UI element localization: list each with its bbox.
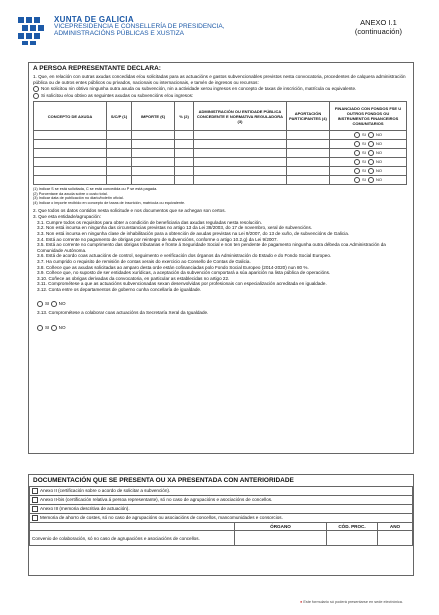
doc-checkbox[interactable]	[32, 497, 38, 503]
funds-yes-radio[interactable]	[354, 168, 360, 174]
subitem-no-label: NO	[58, 325, 66, 331]
subitem-yes-radio[interactable]	[37, 301, 43, 307]
aid-row[interactable]	[34, 167, 407, 176]
year-cell[interactable]	[378, 531, 413, 546]
funds-yes-radio[interactable]	[354, 177, 360, 183]
funds-cell	[330, 158, 407, 167]
aid-row[interactable]	[34, 149, 407, 158]
aid-table-body	[34, 131, 407, 185]
subitem-choice	[37, 301, 66, 306]
funds-yes-label: SI	[361, 177, 366, 183]
aid-cell[interactable]	[34, 131, 107, 140]
note-1: (1) Indicar S se está solicitada, C se está concedida ou P se está pagada.	[33, 187, 158, 192]
aid-cell[interactable]	[132, 149, 175, 158]
dept-line-2: ADMINISTRACIÓNS PÚBLICAS E XUSTIZA	[54, 30, 185, 37]
footer-mark-icon: ●	[300, 600, 303, 604]
doc-row[interactable]	[30, 496, 413, 505]
doc-checkbox[interactable]	[32, 488, 38, 494]
doc-label: Anexo II-bis (certificación relativa á persoa representante), só no caso de agrupacións e asociacións de concellos.	[40, 497, 273, 503]
col-amount: IMPORTE (€)	[132, 102, 175, 131]
funds-cell	[330, 149, 407, 158]
aid-cell[interactable]	[34, 176, 107, 185]
aid-cell[interactable]	[287, 149, 330, 158]
funds-yes-radio[interactable]	[354, 132, 360, 138]
annex-title: ANEXO I.1	[360, 18, 397, 27]
item-3: 3. Que esta entidade/agrupación:	[33, 214, 101, 220]
funds-no-label: NO	[376, 132, 382, 138]
org-block	[54, 16, 225, 37]
subitem: 3.12. Conta entre os departamentos de goberno cunha concellaría de igualdade.	[37, 286, 202, 292]
doc-row[interactable]	[30, 505, 413, 514]
subitem: 3.8. Coñece que as axudas solicitadas ao amparo desta orde están cofinanciadas polo Fondo Social Europeo (2014-2020) nun 80 %.	[37, 264, 309, 270]
doc-checkbox[interactable]	[32, 506, 38, 512]
annex-title-block	[355, 18, 402, 36]
subitem: 3.5. Está ao corrente no cumprimento das obrigas tributarias e fronte á Seguridade Social e non ten pendente de pagamento ningunha outra débeda coa Administración da Comunidade Autónoma.	[37, 242, 386, 253]
note-4: (4) Indicar o importe recibido en concepto de taxas de inscrición, matrícula ou equivalente.	[33, 200, 186, 205]
note-3: (3) Indicar data de publicación no diario/boletín oficial.	[33, 196, 124, 201]
aid-table	[33, 101, 407, 185]
aid-cell[interactable]	[175, 131, 194, 140]
subitem-yes-radio[interactable]	[37, 325, 43, 331]
doc-row[interactable]	[30, 514, 413, 523]
subitem: 3.10. Coñece as obrigas derivadas da convocatoria, en particular as establecidas no artigo 22.	[37, 275, 230, 281]
aid-cell[interactable]	[132, 131, 175, 140]
org-name: XUNTA DE GALICIA	[54, 15, 134, 24]
subitem: 3.3. Non está incursa en ningunha clase de inhabilitación para a obtención de axudas previstas na Lei 9/2007, do 13 de xuño, de subvencións de Galicia.	[37, 230, 350, 236]
col-organ: ÓRGANO	[235, 523, 327, 531]
doc-checkbox[interactable]	[32, 515, 38, 521]
organ-cell[interactable]	[235, 531, 327, 546]
aid-cell[interactable]	[34, 167, 107, 176]
aid-cell[interactable]	[194, 176, 287, 185]
col-pct: % (2)	[175, 102, 194, 131]
subitem-no-radio[interactable]	[51, 301, 57, 307]
xunta-logo-icon	[16, 15, 48, 47]
funds-no-radio[interactable]	[368, 168, 374, 174]
funds-yes-label: SI	[361, 150, 366, 156]
subitem-no-radio[interactable]	[51, 325, 57, 331]
option-yes-row[interactable]	[29, 93, 413, 101]
col-year: ANO	[378, 523, 413, 531]
option-no-label: Non solicitou nin obtivo ningunha outra axuda ou subvención, nin a actividade xerou ingresos en concepto de taxas de inscrición, matrícula ou equivalente.	[41, 86, 357, 92]
aid-cell[interactable]	[175, 149, 194, 158]
aid-cell[interactable]	[132, 158, 175, 167]
footer-note	[300, 600, 430, 605]
subitem: 3.1. Cumpre todos os requisitos para obter a condición de beneficiaria das axudas reguladas nesta resolución.	[37, 219, 262, 225]
funds-yes-label: SI	[361, 168, 366, 174]
doc-label: Anexo II (certificación sobre o acordo de solicitar a subvención).	[40, 488, 171, 494]
funds-no-label: NO	[376, 168, 382, 174]
option-yes-label: Si solicitou e/ou obtivo as seguintes axudas ou subvencións e/ou ingresos:	[41, 93, 194, 99]
aid-cell[interactable]	[194, 140, 287, 149]
funds-yes-label: SI	[361, 132, 366, 138]
declaration-section	[28, 62, 414, 454]
aid-row[interactable]	[34, 176, 407, 185]
subitem: 3.9. Coñece que, no suposto de ser entidades xurídicas, a aceptación da subvención comportará a súa aparición na lista pública de operacións.	[37, 270, 331, 276]
aid-cell[interactable]	[107, 167, 132, 176]
subitem-no-label: NO	[58, 301, 66, 307]
aid-cell[interactable]	[194, 149, 287, 158]
doc-last-label: Convenio de colaboración, só no caso de agrupacións e asociacións de concellos.	[30, 531, 235, 546]
aid-cell[interactable]	[107, 131, 132, 140]
funds-cell	[330, 140, 407, 149]
doc-org-header	[30, 523, 413, 531]
aid-cell[interactable]	[132, 176, 175, 185]
subitem: 3.4. Está ao corrente no pagamento de obrigas por reintegro de subvencións, conforme o artigo 10.2.g) da Lei 9/2007.	[37, 236, 278, 242]
col-funds: FINANCIADO CON FONDOS FSE U OUTROS FONDOS OU INSTRUMENTOS FINANCEIROS COMUNITARIOS	[330, 102, 407, 131]
aid-row[interactable]	[34, 140, 407, 149]
funds-no-radio[interactable]	[368, 159, 374, 165]
funds-no-label: NO	[376, 141, 382, 147]
aid-cell[interactable]	[34, 149, 107, 158]
aid-table-header	[34, 102, 407, 131]
funds-no-radio[interactable]	[368, 150, 374, 156]
aid-cell[interactable]	[107, 140, 132, 149]
funds-no-label: NO	[376, 177, 382, 183]
funds-cell	[330, 176, 407, 185]
aid-cell[interactable]	[175, 167, 194, 176]
subitem: 3.7. Ha cumprido o requisito de remisión de contas xerais do exercicio ao Consello de Contas de Galicia.	[37, 258, 251, 264]
declaration-title: A PERSOA REPRESENTANTE DECLARA:	[29, 63, 413, 74]
aid-cell[interactable]	[194, 158, 287, 167]
item-2: 2. Que todos os datos contidos nesta solicitude e nos documentos que se achegan son certos.	[33, 207, 226, 213]
aid-cell[interactable]	[107, 176, 132, 185]
col-concept: CONCEPTO DE AXUDA	[34, 102, 107, 131]
aid-cell[interactable]	[287, 176, 330, 185]
col-contrib: APORTACIÓN PARTICIPANTES (4)	[287, 102, 330, 131]
aid-cell[interactable]	[287, 131, 330, 140]
documents-section	[28, 474, 414, 576]
subitem: 3.6. Está de acordo coas actuacións de control, seguimento e verificación dos órganos da Administración do Estado e do Fondo Social Europeo.	[37, 253, 332, 259]
aid-row[interactable]	[34, 158, 407, 167]
subitem-choice	[37, 325, 66, 330]
option-no-radio[interactable]	[33, 86, 39, 92]
aid-cell[interactable]	[175, 158, 194, 167]
funds-cell	[330, 167, 407, 176]
doc-label: Memoria de ahorro de costes, só no caso de agrupacións ou asociacións de concellos, mancomunidades e consorcios.	[40, 515, 283, 521]
aid-cell[interactable]	[34, 140, 107, 149]
aid-cell[interactable]	[107, 149, 132, 158]
subitem-yes-label: SI	[45, 301, 50, 307]
aid-row[interactable]	[34, 131, 407, 140]
aid-cell[interactable]	[132, 167, 175, 176]
funds-cell	[330, 131, 407, 140]
aid-cell[interactable]	[194, 167, 287, 176]
aid-cell[interactable]	[287, 167, 330, 176]
funds-no-label: NO	[376, 159, 382, 165]
documents-table	[29, 486, 413, 546]
aid-cell[interactable]	[132, 140, 175, 149]
aid-cell[interactable]	[34, 158, 107, 167]
item-3-subitems	[29, 220, 413, 334]
dept-line-1: VICEPRESIDENCIA E CONSELLERÍA DE PRESIDENCIA,	[54, 23, 225, 30]
col-code: CÓD. PROC.	[327, 523, 378, 531]
funds-no-radio[interactable]	[368, 132, 374, 138]
doc-row[interactable]	[30, 487, 413, 496]
aid-cell[interactable]	[107, 158, 132, 167]
item-1: 1. Que, en relación con outras axudas concedidas e/ou solicitadas para as actuacións e gastos subvencionables previstos nesta convocatoria, procedentes de calquera administración pública ou de outros entes públicos ou privados, nacionais ou internacionais, e tamén de ingresos ou recursos:	[33, 74, 406, 85]
funds-yes-radio[interactable]	[354, 141, 360, 147]
aid-notes	[29, 185, 413, 205]
aid-cell[interactable]	[287, 140, 330, 149]
aid-cell[interactable]	[194, 131, 287, 140]
option-yes-radio[interactable]	[33, 93, 39, 99]
header	[16, 15, 426, 55]
funds-yes-label: SI	[361, 141, 366, 147]
option-no-row[interactable]	[29, 85, 413, 93]
col-sc: S/C/P (1)	[107, 102, 132, 131]
subitem: 3.13. Comprométese a colaborar coas actuacións da Secretaría Xeral da Igualdade.	[37, 310, 209, 316]
funds-yes-radio[interactable]	[354, 150, 360, 156]
annex-subtitle: (continuación)	[354, 27, 402, 36]
doc-label: Anexo III (memoria descritiva de actuación).	[40, 506, 130, 512]
funds-yes-radio[interactable]	[354, 159, 360, 165]
doc-last-row	[30, 531, 413, 546]
funds-no-label: NO	[376, 150, 382, 156]
code-cell[interactable]	[327, 531, 378, 546]
subitem-yes-label: SI	[45, 325, 50, 331]
aid-cell[interactable]	[175, 140, 194, 149]
note-2: (2) Porcentaxe da axuda sobre o custo total.	[33, 191, 108, 196]
col-admin: ADMINISTRACIÓN OU ENTIDADE PÚBLICA CONCEDENTE E NORMATIVA REGULADORA (3)	[194, 102, 287, 131]
funds-no-radio[interactable]	[368, 141, 374, 147]
subitem: 3.2. Non está incursa en ningunha das circunstancias previstas no artigo 13 da Lei 38/2003, do 17 de novembro, xeral de subvencións.	[37, 225, 313, 231]
aid-cell[interactable]	[287, 158, 330, 167]
funds-yes-label: SI	[361, 159, 366, 165]
footer-note-text: Este formulario só poderá presentarse en sede electrónica.	[303, 600, 403, 604]
subitem: 3.11. Comprométese a que as actuacións subvencionadas sexan desenvolvidas por profesionais con especialización acreditada en igualdade.	[37, 281, 327, 287]
funds-no-radio[interactable]	[368, 177, 374, 183]
aid-cell[interactable]	[175, 176, 194, 185]
documents-title: DOCUMENTACIÓN QUE SE PRESENTA OU XA PRESENTADA CON ANTERIORIDADE	[29, 475, 413, 486]
